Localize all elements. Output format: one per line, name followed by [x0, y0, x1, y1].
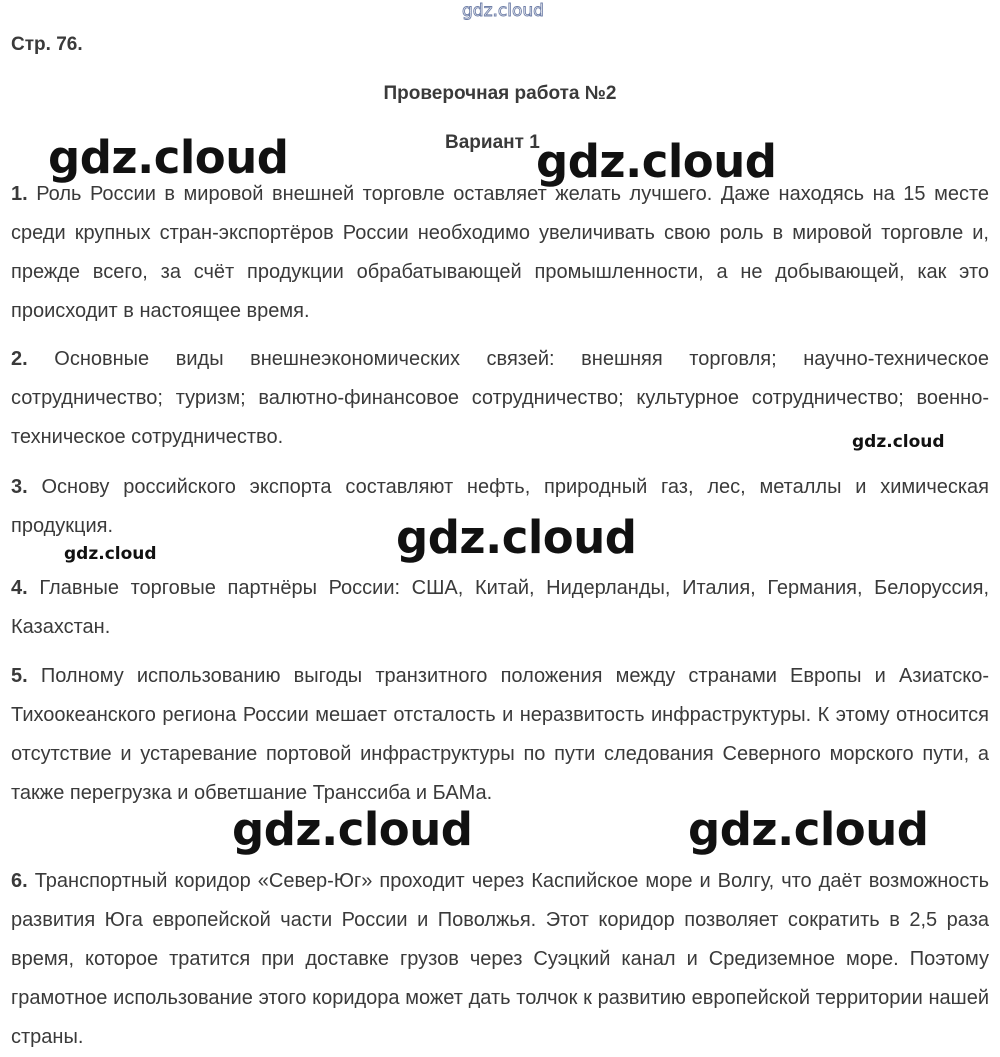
watermark: gdz.cloud — [64, 544, 157, 564]
watermark: gdz.cloud — [852, 432, 945, 452]
watermark: gdz.cloud — [396, 511, 637, 564]
watermark: gdz.cloud — [536, 135, 777, 188]
page-title: Проверочная работа №2 — [383, 83, 617, 104]
answer-number: 2. — [11, 348, 28, 370]
variant-title: Вариант 1 — [445, 132, 540, 153]
answer-text: Полному использованию выгоды транзитного положения между странами Европы и Азиатско-Тихоокеанского региона России мешает отсталость и неразвитость инфраструктуры. К этому относится отсутствие и устаревание портовой инфраструктуры по пути следования Северного морского пути, а также перегрузка и обветшание Транссиба и БАМа. — [11, 665, 990, 804]
answer-paragraph-4 — [11, 569, 989, 647]
answer-number: 1. — [11, 183, 28, 205]
answer-text: Основные виды внешнеэкономических связей: внешняя торговля; научно-техническое сотрудничество; туризм; валютно-финансовое сотрудничество; культурное сотрудничество; военно-техническое сотрудничество. — [11, 348, 990, 448]
answer-paragraph-6 — [11, 862, 989, 1057]
watermark: gdz.cloud — [688, 803, 929, 856]
answer-paragraph-5 — [11, 657, 989, 813]
answer-text: Транспортный коридор «Север-Юг» проходит через Каспийское море и Волгу, что даёт возможность развития Юга европейской части России и Поволжья. Этот коридор позволяет сократить в 2,5 раза время, которое тратится при доставке грузов через Суэцкий канал и Средиземное море. Поэтому грамотное использование этого коридора может дать толчок к развитию европейской территории нашей страны. — [11, 870, 989, 1048]
answer-number: 6. — [11, 870, 28, 892]
page-label: Стр. 76. — [11, 34, 83, 55]
answer-paragraph-2 — [11, 340, 989, 457]
watermark: gdz.cloud — [232, 803, 473, 856]
answer-text: Главные торговые партнёры России: США, Китай, Нидерланды, Италия, Германия, Белоруссия, Казахстан. — [11, 577, 990, 638]
answer-number: 3. — [11, 476, 28, 498]
answer-number: 5. — [11, 665, 28, 687]
answer-text: Роль России в мировой внешней торговле оставляет желать лучшего. Даже находясь на 15 месте среди крупных стран-экспортёров России необходимо увеличивать свою роль в мировой торговле и, прежде всего, за счёт продукции обрабатывающей промышленности, а не добывающей, как это происходит в настоящее время. — [11, 183, 990, 322]
watermark: gdz.cloud — [48, 131, 289, 184]
answer-paragraph-1 — [11, 175, 989, 331]
top-watermark: gdz.cloud — [462, 1, 544, 21]
answer-text: Основу российского экспорта составляют нефть, природный газ, лес, металлы и химическая продукция. — [11, 476, 990, 537]
answer-number: 4. — [11, 577, 28, 599]
